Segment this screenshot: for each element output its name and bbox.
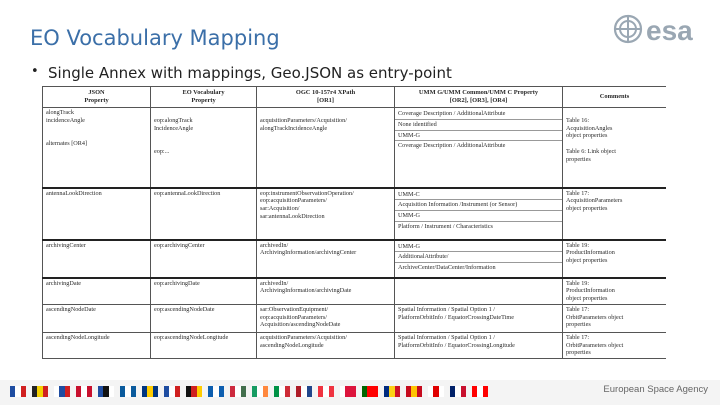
cell-eo: eop:antennaLookDirection (151, 188, 257, 240)
flag-icon (230, 386, 246, 397)
cell-json: archivingCenter (43, 240, 151, 278)
cell-comments: Table 16: AcquisitionAngles object properties Table 6: Link object properties (563, 108, 667, 188)
table-row (43, 108, 667, 188)
esa-logo (612, 12, 712, 46)
cell-umm: Spatial Information / Spatial Option 1 / PlatformOrbitInfo / EquatorCrossingDateTime (395, 304, 563, 332)
cell-umm: UMM-G AdditionalAttribute/ ArchiveCenter/DataCenter/Information (395, 240, 563, 278)
logo-wordmark: esa (646, 15, 693, 46)
cell-json: antennaLookDirection (43, 188, 151, 240)
table-row (43, 278, 667, 305)
header-comments: Comments (563, 87, 667, 108)
cell-json: ascendingNodeLongitude (43, 332, 151, 358)
flag-icon (164, 386, 180, 397)
flag-icon (340, 386, 356, 397)
cell-comments: Table 17: OrbitParameters object properties (563, 332, 667, 358)
flag-icon (318, 386, 334, 397)
flag-icon (362, 386, 378, 397)
flag-icon (252, 386, 268, 397)
table-row (43, 240, 667, 278)
slide-title: EO Vocabulary Mapping (30, 26, 280, 50)
flag-icon (274, 386, 290, 397)
cell-comments: Table 17: OrbitParameters object properties (563, 304, 667, 332)
cell-comments: Table 17: AcquisitionParameters object properties (563, 188, 667, 240)
cell-comments: Table 19: ProductInformation object properties (563, 278, 667, 305)
flag-icon (76, 386, 92, 397)
table-row (43, 304, 667, 332)
cell-ogc: acquisitionParameters/Acquisition/ alongTrackIncidenceAngle (257, 108, 395, 188)
flag-icon (32, 386, 48, 397)
flag-icon (472, 386, 488, 397)
mapping-table (42, 86, 666, 359)
cell-eo: eop:archivingDate (151, 278, 257, 305)
flag-icon (406, 386, 422, 397)
flag-icon (120, 386, 136, 397)
table-row (43, 188, 667, 240)
flag-icon (186, 386, 202, 397)
footer-bar (0, 380, 720, 405)
flag-icon (208, 386, 224, 397)
header-ogc-xpath: OGC 10-157r4 XPath [OR1] (257, 87, 395, 108)
flag-icon (450, 386, 466, 397)
cell-umm (395, 278, 563, 305)
cell-ogc: sar:ObservationEquipment/ eop:acquisitionParameters/ Acquisition/ascendingNodeDate (257, 304, 395, 332)
header-eo-vocabulary: EO Vocabulary Property (151, 87, 257, 108)
flag-icon (384, 386, 400, 397)
cell-json: ascendingNodeDate (43, 304, 151, 332)
table-header-row (43, 87, 667, 108)
flag-icon (98, 386, 114, 397)
flag-icon (10, 386, 26, 397)
cell-json: archivingDate (43, 278, 151, 305)
mapping-table-container (42, 86, 666, 376)
bullet-marker: • (31, 64, 39, 79)
cell-umm: Coverage Description / AdditionalAttribute None identified UMM-G Coverage Description / AdditionalAttribute (395, 108, 563, 188)
cell-eo: eop:ascendingNodeLongitude (151, 332, 257, 358)
header-json: JSON Property (43, 87, 151, 108)
cell-ogc: archivedIn/ ArchivingInformation/archivingCenter (257, 240, 395, 278)
cell-umm: UMM-C Acquisition Information /Instrument (or Sensor) UMM-G Platform / Instrument / Characteristics (395, 188, 563, 240)
table-row (43, 332, 667, 358)
cell-eo: eop:alongTrack IncidenceAngle eop:... (151, 108, 257, 188)
cell-ogc: acquisitionParameters/Acquisition/ ascendingNodeLongitude (257, 332, 395, 358)
cell-ogc: eop:instrumentObservationOperation/ eop:acquisitionParameters/ sar:Acquisition/ sar:antennaLookDirection (257, 188, 395, 240)
agency-name: European Space Agency (603, 384, 708, 395)
member-flags (10, 386, 488, 398)
flag-icon (296, 386, 312, 397)
cell-eo: eop:archivingCenter (151, 240, 257, 278)
cell-comments: Table 19: ProductInformation object properties (563, 240, 667, 278)
slide-subtitle: Single Annex with mappings, Geo.JSON as entry-point (48, 64, 452, 82)
cell-json: alongTrack incidenceAngle alternates [OR4] (43, 108, 151, 188)
flag-icon (428, 386, 444, 397)
header-umm-property: UMM G/UMM Common/UMM C Property [OR2], [OR3], [OR4] (395, 87, 563, 108)
cell-umm: Spatial Information / Spatial Option 1 / PlatformOrbitInfo / EquatorCrossingLongitude (395, 332, 563, 358)
cell-ogc: archivedIn/ ArchivingInformation/archivingDate (257, 278, 395, 305)
flag-icon (142, 386, 158, 397)
cell-eo: eop:ascendingNodeDate (151, 304, 257, 332)
flag-icon (54, 386, 70, 397)
